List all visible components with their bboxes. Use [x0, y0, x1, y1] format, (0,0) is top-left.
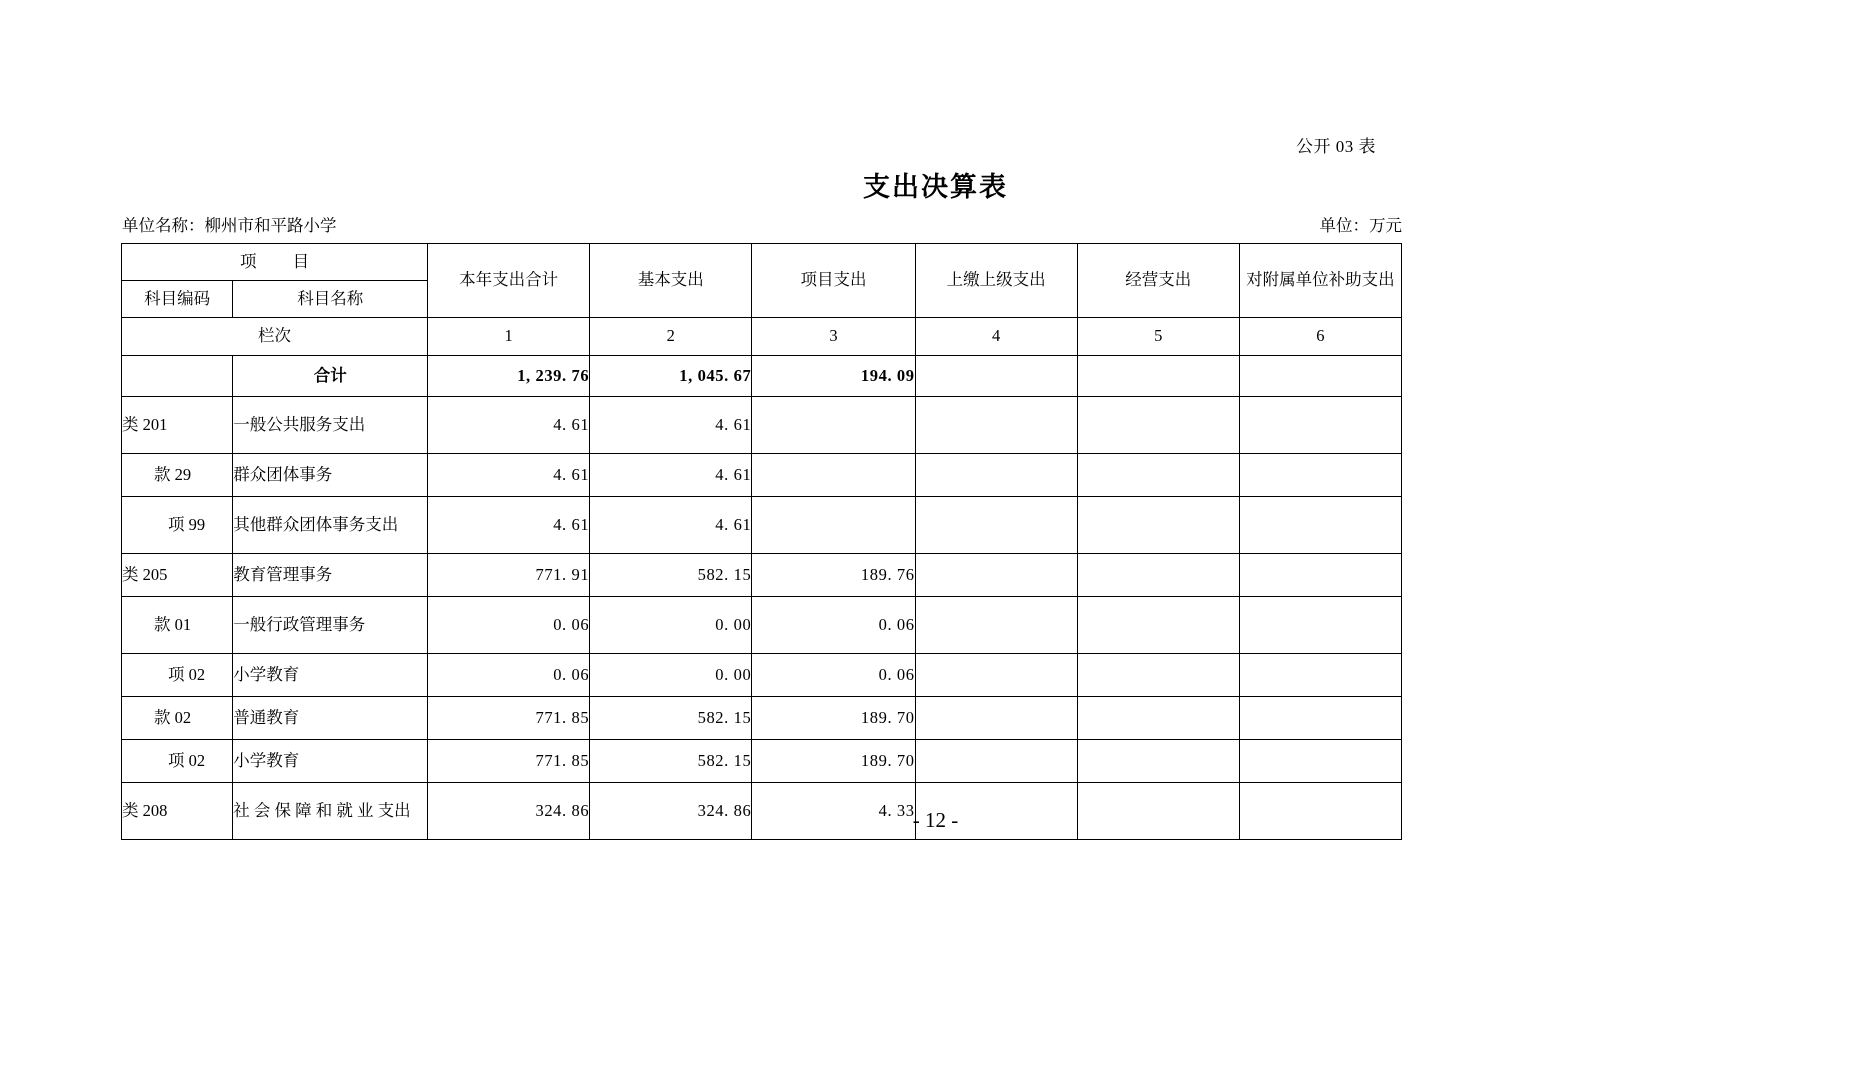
- row-name: 社 会 保 障 和 就 业 支出: [233, 783, 428, 840]
- row-code: 项 99: [122, 497, 233, 554]
- row-name: 一般行政管理事务: [233, 597, 428, 654]
- row-name: 小学教育: [233, 740, 428, 783]
- row-value-3: [752, 454, 915, 497]
- col-index-3: 3: [752, 318, 915, 356]
- row-value-3: 4. 33: [752, 783, 915, 840]
- row-value-6: [1239, 554, 1401, 597]
- expenditure-table: [121, 243, 1402, 840]
- row-value-3: 189. 76: [752, 554, 915, 597]
- header-code-col: 科目编码: [122, 281, 233, 318]
- row-value-2: 0. 00: [590, 654, 752, 697]
- row-value-4: [915, 497, 1077, 554]
- row-value-1: 771. 85: [428, 697, 590, 740]
- row-code: 类 208: [122, 783, 233, 840]
- row-value-3: 0. 06: [752, 597, 915, 654]
- table-row: [122, 356, 1402, 397]
- row-name: 普通教育: [233, 697, 428, 740]
- row-value-5: [1077, 740, 1239, 783]
- header-name-col: 科目名称: [233, 281, 428, 318]
- row-value-1: 4. 61: [428, 454, 590, 497]
- row-value-5: [1077, 597, 1239, 654]
- row-name: 群众团体事务: [233, 454, 428, 497]
- page-number: - 12 -: [912, 808, 959, 832]
- row-value-2: 4. 61: [590, 454, 752, 497]
- header-item-group: 项 目: [122, 244, 428, 281]
- row-value-2: 582. 15: [590, 554, 752, 597]
- header-col-operating: 经营支出: [1077, 244, 1239, 318]
- table-colindex-row: [122, 318, 1402, 356]
- row-code: 款 02: [122, 697, 233, 740]
- col-index-1: 1: [428, 318, 590, 356]
- row-value-4: [915, 397, 1077, 454]
- row-value-1: 4. 61: [428, 497, 590, 554]
- unit-name: 单位名称：柳州市和平路小学: [122, 216, 337, 235]
- header-col-basic: 基本支出: [590, 244, 752, 318]
- row-value-3: 189. 70: [752, 740, 915, 783]
- row-value-6: [1239, 497, 1401, 554]
- row-value-4: [915, 597, 1077, 654]
- row-value-3: 194. 09: [752, 356, 915, 397]
- row-value-5: [1077, 654, 1239, 697]
- row-name: 其他群众团体事务支出: [233, 497, 428, 554]
- row-value-5: [1077, 356, 1239, 397]
- col-index-label: 栏次: [122, 318, 428, 356]
- row-value-4: [915, 356, 1077, 397]
- row-code: 项 02: [122, 740, 233, 783]
- row-value-2: 324. 86: [590, 783, 752, 840]
- row-value-1: 1, 239. 76: [428, 356, 590, 397]
- form-code: 公开 03 表: [1296, 137, 1376, 156]
- row-value-5: [1077, 554, 1239, 597]
- table-row: [122, 654, 1402, 697]
- row-value-5: [1077, 454, 1239, 497]
- row-value-2: 582. 15: [590, 697, 752, 740]
- table-header-row-1: [122, 244, 1402, 281]
- row-value-5: [1077, 697, 1239, 740]
- row-name: 一般公共服务支出: [233, 397, 428, 454]
- row-value-3: 0. 06: [752, 654, 915, 697]
- row-value-4: [915, 554, 1077, 597]
- table-row: [122, 597, 1402, 654]
- row-code: [122, 356, 233, 397]
- row-name: 合计: [233, 356, 428, 397]
- row-value-6: [1239, 597, 1401, 654]
- row-value-3: [752, 397, 915, 454]
- row-value-1: 771. 85: [428, 740, 590, 783]
- row-name: 教育管理事务: [233, 554, 428, 597]
- table-row: [122, 454, 1402, 497]
- row-value-2: 0. 00: [590, 597, 752, 654]
- header-col-project: 项目支出: [752, 244, 915, 318]
- row-value-1: 0. 06: [428, 597, 590, 654]
- row-value-2: 4. 61: [590, 397, 752, 454]
- row-value-6: [1239, 697, 1401, 740]
- header-col-subsidy: 对附属单位补助支出: [1239, 244, 1401, 318]
- row-value-1: 4. 61: [428, 397, 590, 454]
- row-value-1: 771. 91: [428, 554, 590, 597]
- row-code: 类 205: [122, 554, 233, 597]
- row-value-4: [915, 454, 1077, 497]
- row-code: 款 29: [122, 454, 233, 497]
- row-value-6: [1239, 356, 1401, 397]
- col-index-4: 4: [915, 318, 1077, 356]
- page-title: 支出决算表: [863, 172, 1008, 202]
- table-row: [122, 697, 1402, 740]
- row-value-6: [1239, 740, 1401, 783]
- col-index-2: 2: [590, 318, 752, 356]
- row-value-6: [1239, 397, 1401, 454]
- row-value-4: [915, 654, 1077, 697]
- table-row: [122, 397, 1402, 454]
- row-code: 类 201: [122, 397, 233, 454]
- row-value-1: 0. 06: [428, 654, 590, 697]
- row-value-6: [1239, 454, 1401, 497]
- header-col-total: 本年支出合计: [428, 244, 590, 318]
- row-value-4: [915, 740, 1077, 783]
- row-value-2: 582. 15: [590, 740, 752, 783]
- row-value-2: 1, 045. 67: [590, 356, 752, 397]
- meta-row: [122, 212, 1402, 236]
- table-row: [122, 554, 1402, 597]
- table-row: [122, 497, 1402, 554]
- row-code: 款 01: [122, 597, 233, 654]
- table-row: [122, 740, 1402, 783]
- col-index-5: 5: [1077, 318, 1239, 356]
- unit-measure: 单位：万元: [1319, 216, 1402, 235]
- row-value-3: [752, 497, 915, 554]
- row-code: 项 02: [122, 654, 233, 697]
- row-value-1: 324. 86: [428, 783, 590, 840]
- col-index-6: 6: [1239, 318, 1401, 356]
- header-col-upper: 上缴上级支出: [915, 244, 1077, 318]
- row-value-4: [915, 697, 1077, 740]
- row-value-3: 189. 70: [752, 697, 915, 740]
- row-value-5: [1077, 397, 1239, 454]
- row-value-5: [1077, 497, 1239, 554]
- row-value-6: [1239, 654, 1401, 697]
- row-value-2: 4. 61: [590, 497, 752, 554]
- row-name: 小学教育: [233, 654, 428, 697]
